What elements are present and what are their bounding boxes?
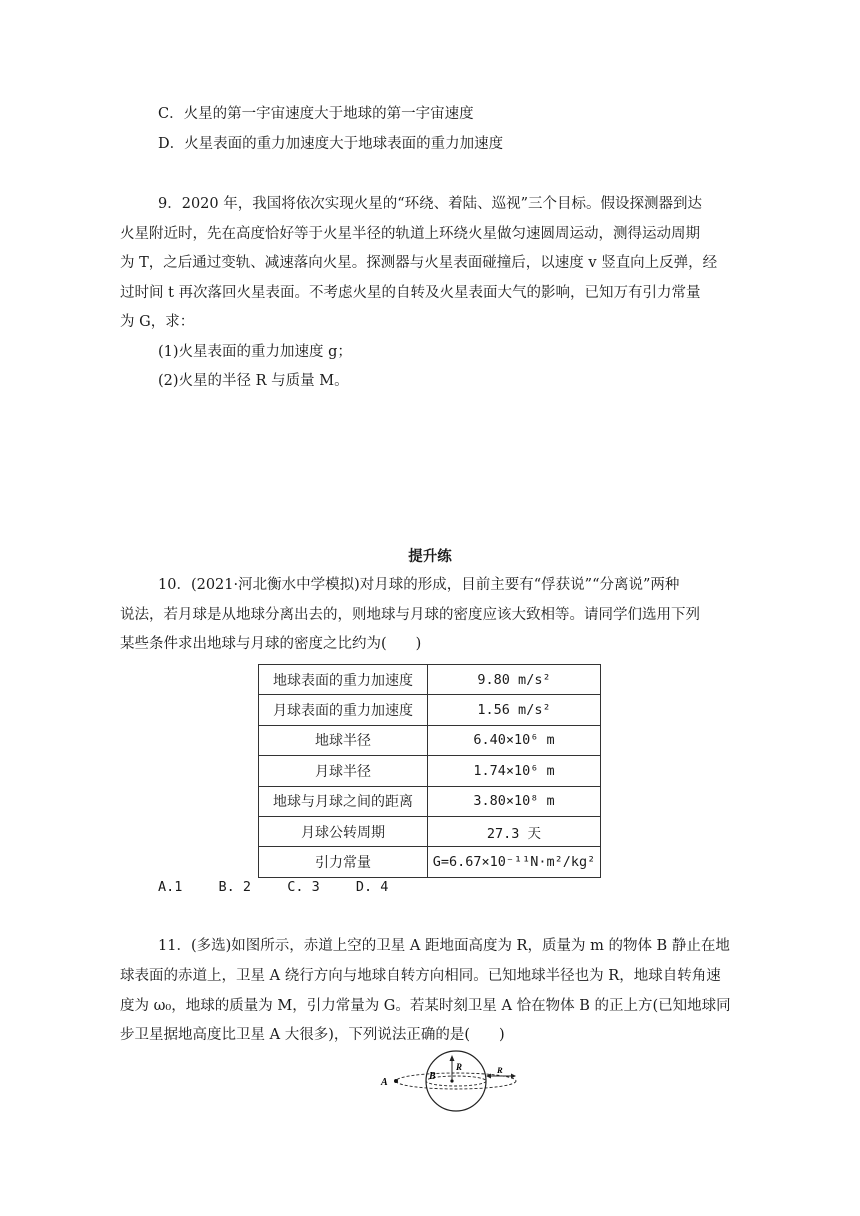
- q9-line-3: 为 T，之后通过变轨、减速落向火星。探测器与火星表面碰撞后，以速度 v 竖直向上反弹，经: [120, 255, 718, 271]
- table-cell-name: 月球公转周期: [259, 816, 428, 846]
- table-cell-name: 地球半径: [259, 725, 428, 755]
- option-d: D．火星表面的重力加速度大于地球表面的重力加速度: [158, 136, 504, 152]
- table-row: [259, 695, 601, 725]
- table-cell-value: 3.80×10⁸ m: [428, 786, 601, 816]
- q9-subquestion-1: (1)火星表面的重力加速度 g；: [158, 344, 352, 360]
- table-cell-value: 1.56 m/s²: [428, 695, 601, 725]
- q11-line-4: 步卫星据地高度比卫星 A 大很多)，下列说法正确的是( ): [120, 1027, 505, 1043]
- table-cell-value: 1.74×10⁶ m: [428, 756, 601, 786]
- q11-line-1: 11．(多选)如图所示，赤道上空的卫星 A 距地面高度为 R，质量为 m 的物体 B 静止在地: [158, 938, 730, 954]
- option-b: B. 2: [218, 879, 252, 895]
- label-b: B: [429, 1071, 436, 1082]
- label-a: A: [381, 1077, 388, 1088]
- table-cell-value: 27.3 天: [428, 816, 601, 846]
- constants-table: [258, 664, 601, 878]
- satellite-a-dot: [394, 1079, 398, 1083]
- label-r-horizontal: R: [497, 1065, 503, 1075]
- q9-line-4: 过时间 t 再次落回火星表面。不考虑火星的自转及火星表面大气的影响，已知万有引力常量: [120, 285, 701, 301]
- option-a: A.1: [158, 879, 183, 895]
- q9-line-5: 为 G，求：: [120, 314, 195, 330]
- satellite-orbit: [396, 1073, 516, 1089]
- radius-arrow-up: [450, 1055, 455, 1061]
- q11-line-2: 球表面的赤道上，卫星 A 绕行方向与地球自转方向相同。已知地球半径也为 R，地球自转角速: [120, 968, 721, 984]
- q9-line-1: 9．2020 年，我国将依次实现火星的“环绕、着陆、巡视”三个目标。假设探测器到达: [158, 196, 703, 212]
- table-cell-value: G=6.67×10⁻¹¹N·m²/kg²: [428, 847, 601, 877]
- table-row: [259, 756, 601, 786]
- q11-line-3: 度为 ω₀，地球的质量为 M，引力常量为 G。若某时刻卫星 A 恰在物体 B 的正上方(已知地球同: [120, 998, 731, 1014]
- table-row: [259, 847, 601, 877]
- q9-line-2: 火星附近时，先在高度恰好等于火星半径的轨道上环绕火星做匀速圆周运动，测得运动周期: [120, 226, 700, 242]
- section-title: 提升练: [408, 549, 452, 565]
- table-row: [259, 665, 601, 695]
- option-c: C. 3: [287, 879, 320, 895]
- q10-line-2: 说法，若月球是从地球分离出去的，则地球与月球的密度应该大致相等。请同学们选用下列: [120, 607, 700, 623]
- table-row: [259, 725, 601, 755]
- label-r-vertical: R: [456, 1062, 463, 1072]
- table-cell-name: 引力常量: [259, 847, 428, 877]
- table-cell-name: 月球表面的重力加速度: [259, 695, 428, 725]
- q9-subquestion-2: (2)火星的半径 R 与质量 M。: [158, 373, 349, 389]
- table-cell-name: 地球与月球之间的距离: [259, 786, 428, 816]
- q10-line-3: 某些条件求出地球与月球的密度之比约为( ): [120, 636, 422, 652]
- table-cell-name: 地球表面的重力加速度: [259, 665, 428, 695]
- table-cell-name: 月球半径: [259, 756, 428, 786]
- radius-arrow-right: [511, 1074, 516, 1079]
- option-d: D. 4: [355, 879, 389, 895]
- q10-line-1: 10．(2021·河北衡水中学模拟)对月球的形成，目前主要有“俘获说”“分离说”两种: [158, 577, 680, 593]
- orbit-figure: [372, 1046, 532, 1118]
- q10-options: [158, 877, 416, 897]
- table-cell-value: 9.80 m/s²: [428, 665, 601, 695]
- table-row: [259, 786, 601, 816]
- table-row: [259, 816, 601, 846]
- table-cell-value: 6.40×10⁶ m: [428, 725, 601, 755]
- option-c: C．火星的第一宇宙速度大于地球的第一宇宙速度: [158, 106, 474, 122]
